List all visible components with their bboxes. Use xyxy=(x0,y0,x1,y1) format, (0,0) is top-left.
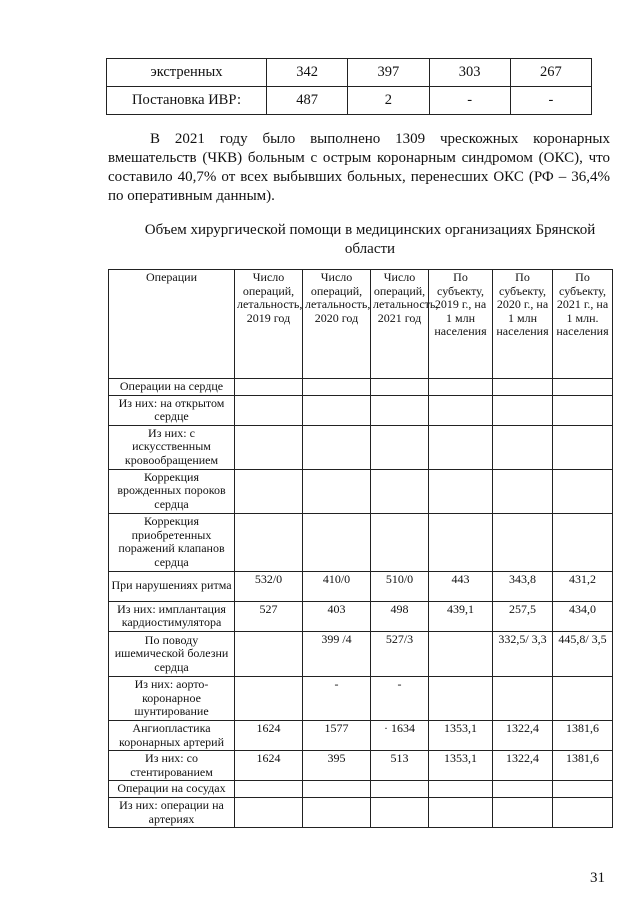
table-cell: 498 xyxy=(371,601,429,631)
table-cell: 439,1 xyxy=(429,601,493,631)
table-cell xyxy=(235,797,303,827)
operation-label: Операции на сердце xyxy=(109,379,235,396)
table-row xyxy=(109,601,613,631)
table-cell xyxy=(493,513,553,571)
table-title: Объем хирургической помощи в медицинских организациях Брянской области xyxy=(144,222,596,257)
body-paragraph: В 2021 году было выполнено 1309 чрескожных коронарных вмешательств (ЧКВ) больным с острым коронарным синдромом (ОКС), что составило 40,7% от всех выбывших больных, перенесших ОКС (РФ – 36,4% по оперативным данным). xyxy=(108,131,610,204)
table-cell xyxy=(235,425,303,469)
table-cell: 1624 xyxy=(235,720,303,750)
table-row xyxy=(109,395,613,425)
table-row xyxy=(109,631,613,676)
table-cell: 527/3 xyxy=(371,631,429,676)
table-cell: 513 xyxy=(371,751,429,781)
table-row xyxy=(107,87,592,115)
header-cell: По субъекту, 2020 г., на 1 млн населения xyxy=(493,270,553,379)
header-cell: Операции xyxy=(109,270,235,379)
table-cell xyxy=(371,797,429,827)
table-cell xyxy=(371,469,429,513)
table-cell: 1353,1 xyxy=(429,720,493,750)
operation-label: Ангиопластика коронарных артерий xyxy=(109,720,235,750)
operation-label: Из них: с искусственным кровообращением xyxy=(109,425,235,469)
table-cell xyxy=(429,469,493,513)
header-row xyxy=(109,270,613,379)
table-cell: 267 xyxy=(510,59,591,87)
table-cell xyxy=(429,395,493,425)
table-cell xyxy=(553,395,613,425)
table-cell: 332,5/ 3,3 xyxy=(493,631,553,676)
table-cell: 1381,6 xyxy=(553,751,613,781)
table-cell: 443 xyxy=(429,571,493,601)
table-cell xyxy=(553,781,613,798)
table-row xyxy=(109,676,613,720)
table-cell: 1322,4 xyxy=(493,720,553,750)
page-number: 31 xyxy=(590,870,605,886)
operation-label: Из них: имплантация кардиостимулятора xyxy=(109,601,235,631)
table-cell: 532/0 xyxy=(235,571,303,601)
table-cell xyxy=(553,676,613,720)
table-cell: - xyxy=(429,87,510,115)
table-cell xyxy=(429,781,493,798)
table-cell: 510/0 xyxy=(371,571,429,601)
table-row xyxy=(109,513,613,571)
table-cell: 410/0 xyxy=(303,571,371,601)
table-cell xyxy=(553,469,613,513)
table-cell xyxy=(371,781,429,798)
table-cell: - xyxy=(510,87,591,115)
table-cell xyxy=(303,513,371,571)
table-cell: 1577 xyxy=(303,720,371,750)
table-cell xyxy=(303,797,371,827)
table-cell: 399 /4 xyxy=(303,631,371,676)
table-cell: 257,5 xyxy=(493,601,553,631)
table-cell: - xyxy=(371,676,429,720)
table-cell xyxy=(553,797,613,827)
table-row xyxy=(109,720,613,750)
table-row xyxy=(109,751,613,781)
table-cell xyxy=(429,425,493,469)
table-cell xyxy=(235,469,303,513)
table-cell: · 1634 xyxy=(371,720,429,750)
table-cell xyxy=(235,631,303,676)
header-cell: По субъекту, 2019 г., на 1 млн населения xyxy=(429,270,493,379)
table-cell xyxy=(371,513,429,571)
table-cell xyxy=(493,797,553,827)
table-cell xyxy=(493,379,553,396)
operation-label: Из них: аорто-коронарное шунтирование xyxy=(109,676,235,720)
operation-label: По поводу ишемической болезни сердца xyxy=(109,631,235,676)
table-cell xyxy=(553,379,613,396)
table-cell: 1381,6 xyxy=(553,720,613,750)
header-cell: Число операций, летальность, 2020 год xyxy=(303,270,371,379)
table-cell xyxy=(429,797,493,827)
header-cell: Число операций, летальность, 2019 год xyxy=(235,270,303,379)
table-cell xyxy=(235,513,303,571)
table-cell xyxy=(493,395,553,425)
table-cell xyxy=(235,379,303,396)
table-row xyxy=(109,797,613,827)
table-cell xyxy=(303,395,371,425)
header-cell: По субъекту, 2021 г., на 1 млн. населения xyxy=(553,270,613,379)
table-body xyxy=(109,379,613,828)
table-cell: 403 xyxy=(303,601,371,631)
table-cell xyxy=(371,425,429,469)
table-cell xyxy=(429,631,493,676)
table-cell xyxy=(303,379,371,396)
table-cell xyxy=(493,781,553,798)
table-cell: 1624 xyxy=(235,751,303,781)
table-row xyxy=(109,379,613,396)
table-cell: 2 xyxy=(348,87,429,115)
table-cell xyxy=(235,676,303,720)
table-cell: 1353,1 xyxy=(429,751,493,781)
table-cell: 395 xyxy=(303,751,371,781)
table-cell: 431,2 xyxy=(553,571,613,601)
table-cell: 303 xyxy=(429,59,510,87)
table-cell xyxy=(553,425,613,469)
table-cell xyxy=(429,379,493,396)
table-row xyxy=(109,469,613,513)
table-cell: 342 xyxy=(267,59,348,87)
operation-label: Из них: на открытом сердце xyxy=(109,395,235,425)
table-cell xyxy=(303,469,371,513)
surgery-summary-table xyxy=(106,58,592,115)
table-cell xyxy=(493,676,553,720)
table-cell: 397 xyxy=(348,59,429,87)
table-cell: 487 xyxy=(267,87,348,115)
table-row xyxy=(109,781,613,798)
table-cell: - xyxy=(303,676,371,720)
table-cell xyxy=(235,781,303,798)
row-label: Постановка ИВР: xyxy=(107,87,267,115)
table-cell xyxy=(493,425,553,469)
table-cell xyxy=(371,395,429,425)
table-cell xyxy=(429,513,493,571)
table-row xyxy=(109,571,613,601)
table-cell: 1322,4 xyxy=(493,751,553,781)
table-cell xyxy=(429,676,493,720)
table-cell: 527 xyxy=(235,601,303,631)
operation-label: При нарушениях ритма xyxy=(109,571,235,601)
table-row xyxy=(107,59,592,87)
table-cell xyxy=(553,513,613,571)
operation-label: Операции на сосудах xyxy=(109,781,235,798)
operation-label: Коррекция приобретенных поражений клапанов сердца xyxy=(109,513,235,571)
row-label: экстренных xyxy=(107,59,267,87)
header-cell: Число операций, летальность, 2021 год xyxy=(371,270,429,379)
table-cell: 434,0 xyxy=(553,601,613,631)
operation-label: Из них: операции на артериях xyxy=(109,797,235,827)
operation-label: Коррекция врожденных пороков сердца xyxy=(109,469,235,513)
table-cell: 445,8/ 3,5 xyxy=(553,631,613,676)
table-cell xyxy=(235,395,303,425)
cardiac-surgery-table xyxy=(108,269,613,828)
table-cell xyxy=(303,781,371,798)
operation-label: Из них: со стентированием xyxy=(109,751,235,781)
table-cell: 343,8 xyxy=(493,571,553,601)
table-cell xyxy=(303,425,371,469)
table-cell xyxy=(371,379,429,396)
table-row xyxy=(109,425,613,469)
table-cell xyxy=(493,469,553,513)
